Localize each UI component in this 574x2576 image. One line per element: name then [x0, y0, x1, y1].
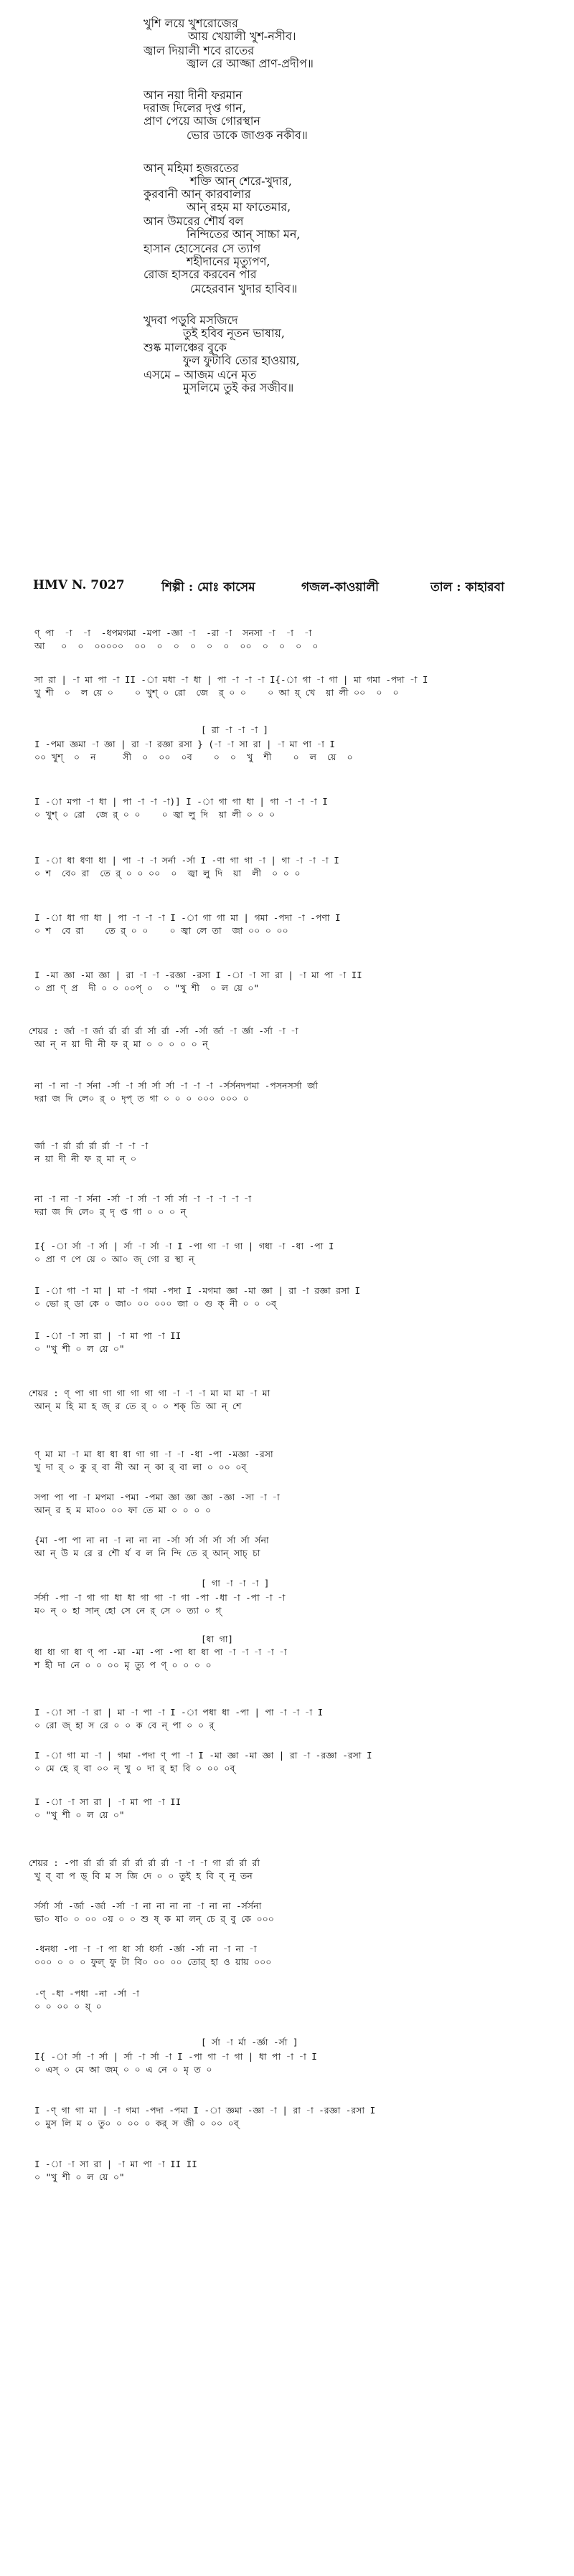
- notation-row: আ ন্ ন য়া দী নী ফ র্ মা ০ ০ ০ ০ ০ ন্: [34, 1038, 208, 1049]
- notation-row: I{ -া র্সা -া র্সা | র্সা -া র্সা -া I -পা গা -া গা | গধা -া -ধা -পা I: [34, 1241, 334, 1251]
- lyric-line: খুদবা পড়ুবি মসজিদে: [144, 313, 238, 327]
- notation-row: ০ "খু শী ০ ল য়ে ০": [34, 1809, 125, 1820]
- notation-row: ০ প্রা ণ্ প্র দী ০ ০ ০০প্ ০ ০ "খু শী ০ ল য়ে ০": [34, 982, 260, 993]
- notation-row: I -া -া সা রা | -া মা পা -া II: [34, 1796, 182, 1807]
- lyric-line: কুরবানী আন্ কারবালার: [144, 187, 251, 201]
- notation-row: খু ব্ বা প ড়্ বি ম স জি দে ০ ০ তুই হ বি ব্ নূ তন: [34, 1870, 253, 1881]
- notation-row: ০ রো জ্ হা স রে ০ ০ ক বে ন্ পা ০ ০ র্: [34, 1720, 215, 1730]
- lyric-line: ফুল ফুটাবি তোর হাওয়ায়,: [183, 354, 300, 367]
- notation-row: ০ এস্ ০ মে আ জম্ ০ ০ এ নে ০ মৃ ত ০: [34, 2064, 212, 2075]
- lyric-line: এসমে – আজম এনে মৃত: [144, 368, 257, 382]
- notation-row: না -া না -া র্সনা -র্সা -া র্সা -া র্সা র্সা -া -া -া -া -া: [34, 1193, 252, 1204]
- lyric-line: আন্ মহিমা হজরতের: [144, 161, 239, 175]
- tala-info: তাল : কাহারবা: [430, 580, 504, 595]
- notation-row: শ হী দা নে ০ ০ ০০ মৃ ত্যু প ণ্ ০ ০ ০ ০: [34, 1659, 212, 1670]
- lyric-line: শহীদানের মৃত্যুপণ,: [187, 255, 270, 268]
- notation-row: I{ -া র্সা -া র্সা | র্সা -া র্সা -া I -পা গা -া গা | ধা পা -া -া I: [34, 2051, 317, 2062]
- notation-row: ০ প্রা ণ পে য়ে ০ আ০ জ্ গো র স্থা ন্: [34, 1254, 194, 1264]
- lyric-line: আয় খেয়ালী খুশ-নসীব।: [188, 29, 296, 43]
- lyric-line: জ্বাল দিয়ালী শবে রাতের: [144, 44, 255, 57]
- song-genre: গজল-কাওয়ালী: [301, 580, 379, 595]
- notation-row: র্জা -া র্রা র্রা র্রা র্রা -া -া -া: [34, 1140, 149, 1151]
- notation-row: {মা -পা পা না না -া না না না -র্সা র্সা র্সা র্সা র্সা র্সা র্সনা: [34, 1535, 269, 1545]
- notation-row: [ রা -া -া -া ]: [201, 724, 269, 735]
- notation-row: -ণ্ -ধা -পধা -না -র্সা -া: [34, 1988, 139, 1999]
- notation-row: I -া ধা ধণা ধা | পা -া -া সর্না -র্সা I -ণা গা গা -া | গা -া -া -া I: [34, 855, 339, 866]
- notation-row: ০ শ বে রা তে র্ ০ ০ ০ জ্বা লে তা জা ০০ ০ ০০: [34, 925, 288, 936]
- record-number: HMV N. 7027: [33, 578, 125, 592]
- lyric-line: নিন্দিতের আন্ সাচ্চা মন,: [187, 227, 301, 241]
- notation-row: [ র্সা -া র্মা -র্জ্ঞা -র্সা ]: [201, 2037, 298, 2047]
- notation-row: আ ন্ উ ম রে র শৌ র্য ব ল নি ন্দি তে র্ আন্ সাচ্ চা: [34, 1548, 260, 1558]
- notation-row: ০ ভো র্ ডা কে ০ জা০ ০০ ০০০ জা ০ গু ক্ নী ০ ০ ০ব্: [34, 1298, 276, 1309]
- notation-row: I -া -া সা রা | -া মা পা -া II: [34, 1330, 182, 1341]
- lyric-line: ভোর ডাকে জাগুক নকীব॥: [187, 128, 308, 142]
- lyric-line: দরাজ দিলের দৃপ্ত গান,: [144, 101, 246, 115]
- notation-row: ০ মুস লি ম ০ তু০ ০ ০০ ০ কর্ স জী ০ ০০ ০ব্: [34, 2118, 239, 2128]
- notation-row: খু দা র্ ০ কু র্ বা নী আ ন্ কা র্ বা লা ০ ০০ ০ব্: [34, 1462, 247, 1472]
- notation-row: খু শী ০ ল য়ে ০ ০ খুশ্ ০ রো জে র্ ০ ০ ০ আ য়্ খে য়া লী ০০ ০ ০: [34, 687, 399, 698]
- notation-row: র্সর্সা -পা -া গা গা ধা ধা গা গা -া গা -পা -ধা -া -পা -া -া: [34, 1592, 286, 1603]
- notation-row: শেয়র : র্জা -া র্জা র্রা র্রা র্রা র্সা র্রা -র্সা -র্সা র্জা -া র্জ্ঞা -র্সা -া -া: [29, 1026, 298, 1036]
- lyric-line: শক্তি আন্ শেরে-খুদার,: [190, 174, 293, 188]
- notation-row: আ ০ ০ ০০০০০ ০০ ০ ০ ০ ০ ০ ০০ ০ ০ ০ ০: [34, 640, 319, 651]
- notation-row: [ গা -া -া -া ]: [201, 1578, 270, 1588]
- notation-row: I -া -া সা রা | -া মা পা -া II II: [34, 2159, 197, 2169]
- notation-row: ন য়া দী নী ফ র্ মা ন্ ০: [34, 1153, 136, 1164]
- lyric-line: জ্বাল রে আজ্জা প্রাণ-প্রদীপ॥: [187, 57, 314, 70]
- notation-row: আন্ র হ ম মা০০ ০০ ফা তে মা ০ ০ ০ ০: [34, 1505, 212, 1515]
- lyric-line: মুসলিমে তুই কর সজীব॥: [183, 381, 294, 394]
- notation-row: [ধা গা]: [201, 1634, 234, 1644]
- notation-row: সপা পা পা -া মপমা -পমা -পমা জ্ঞা জ্ঞা জ্ঞা -জ্ঞা -সা -া -া: [34, 1492, 280, 1502]
- lyric-line: আন উমরের শৌর্য বল: [144, 214, 244, 228]
- notation-row: I -া গা মা -া | গমা -পদা ণ্ পা -া I -মা জ্ঞা -মা জ্ঞা | রা -া -রজ্ঞা -রসা I: [34, 1750, 372, 1761]
- notation-row: I -া সা -া রা | মা -া পা -া I -া পধা ধা -পা | পা -া -া -া I: [34, 1707, 324, 1718]
- notation-row: ণ্ মা মা -া মা ধা ধা ধা গা গা -া -া -ধা -পা -মজ্ঞা -রসা: [34, 1449, 273, 1459]
- notation-row: I -া মপা -া ধা | পা -া -া -া)] I -া গা গা ধা | গা -া -া -া I: [34, 796, 328, 807]
- notation-row: ণ্ পা -া -া -ধপমগমা -মপা -জ্ঞা -া -রা -া সনসা -া -া -া: [34, 628, 312, 638]
- notation-row: দরা জ দি লে০ র্ দৃ প্ত গা ০ ০ ০ ন্: [34, 1206, 187, 1217]
- artist-credit: শিল্পী : মোঃ কাসেম: [161, 580, 255, 595]
- notation-row: I -া গা -া মা | মা -া গমা -পদা I -মগমা জ্ঞা -মা জ্ঞা | রা -া রজ্ঞা রসা I: [34, 1285, 360, 1296]
- notation-row: I -পমা জ্ঞমা -া জ্ঞা | রা -া রজ্ঞা রসা } (-া -া সা রা | -া মা পা -া I: [34, 739, 335, 749]
- notation-row: ০ মে হে র্ বা ০০ ন্ খু ০ দা র্ হা বি ০ ০০ ০ব্: [34, 1763, 235, 1774]
- notation-row: ০ "খু শী ০ ল য়ে ০": [34, 1343, 125, 1354]
- lyric-line: হাসান হোসেনের সে ত্যাগ: [144, 242, 261, 255]
- notation-row: আন্ ম হি মা হ জ্ র তে র্ ০ ০ শক্ তি আ ন্ শে: [34, 1401, 242, 1411]
- lyric-line: শুষ্ক মালঞ্চের বুকে: [144, 341, 227, 354]
- notation-row: ০ শ বে০ রা তে র্ ০ ০ ০০ ০ জ্বা লু দি য়া লী ০ ০ ০: [34, 868, 301, 879]
- lyric-line: খুশি লয়ে খুশরোজের: [144, 16, 238, 30]
- notation-row: ধা ধা গা ধা ণ্ পা -মা -মা -পা -পা ধা ধা পা -া -া -া -া -া: [34, 1647, 287, 1657]
- notation-row: I -মা জ্ঞা -মা জ্ঞা | রা -া -া -রজ্ঞা -রসা I -া -া সা রা | -া মা পা -া II: [34, 970, 362, 980]
- lyric-line: প্রাণ পেয়ে আজ গোরস্থান: [144, 114, 260, 128]
- lyric-line: রোজ হাসরে করবেন পার: [144, 267, 257, 281]
- notation-row: ম০ ন্ ০ হা সান্ হো সে নে র্ সে ০ ত্যা ০ গ্: [34, 1605, 222, 1616]
- notation-row: দরা জ দি লে০ র্ ০ দৃপ্ ত গা ০ ০ ০ ০০০ ০০০ ০: [34, 1093, 249, 1104]
- notation-row: ০ খুশ্ ০ রো জে র্ ০ ০ ০ জ্বা লু দি য়া লী ০ ০ ০: [34, 809, 276, 820]
- notation-row: ভা০ ষা০ ০ ০০ ০য় ০ ০ শু ষ্ ক মা লন্ চে র্ বু কে ০০০: [34, 1913, 274, 1924]
- notation-row: ০০ খুশ্ ০ ন সী ০ ০০ ০ব ০ ০ খু শী ০ ল য়ে ০: [34, 752, 353, 762]
- lyric-line: তুই হবিব নূতন ভাষায়,: [183, 326, 286, 340]
- notation-row: সা রা | -া মা পা -া II -া মধা -া ধা | পা -া -া -া I{-া গা -া গা | মা গমা -পদা -া I: [34, 674, 428, 685]
- lyric-line: আন্ রহম মা ফাতেমার,: [187, 200, 291, 214]
- notation-row: শেয়র : -পা র্রা র্রা র্রা র্রা র্রা র্রা র্রা -া -া -া গা র্রা র্রা র্রা: [29, 1857, 260, 1868]
- notation-row: ০০০ ০ ০ ০ ফুল্ ফু টা বি০ ০০ ০০ তোর্ হা ও য়ায় ০০০: [34, 1956, 272, 1967]
- notation-row: I -া ধা গা ধা | পা -া -া -া I -া গা গা মা | গমা -পদা -া -পণা I: [34, 912, 341, 923]
- notation-row: র্সর্সা র্সা -র্জা -র্জা -র্সা -া না না না না -া না না -র্সর্সনা: [34, 1900, 262, 1911]
- lyric-line: মেহেরবান খুদার হাবিব॥: [190, 282, 298, 295]
- notation-row: ০ "খু শী ০ ল য়ে ০": [34, 2172, 125, 2182]
- lyric-line: আন নয়া দীনী ফরমান: [144, 88, 243, 102]
- notation-row: শেয়র : ণ্ পা গা গা গা গা গা গা -া -া -া মা মা মা -া মা: [29, 1388, 270, 1398]
- notation-row: -ধনধা -পা -া -া পা ধা র্সা ধর্সা -র্জ্ঞা -র্সা না -া না -া: [34, 1943, 257, 1954]
- notation-row: I -ণ্ গা গা মা | -া গমা -পদা -পমা I -া জ্ঞমা -জ্ঞা -া | রা -া -রজ্ঞা -রসা I: [34, 2105, 376, 2116]
- notation-row: ০ ০ ০০ ০ য়্ ০: [34, 2001, 102, 2012]
- notation-row: না -া না -া র্সনা -র্সা -া র্সা র্সা র্সা -া -া -া -র্সর্সনদপমা -পসনসর্সা র্জা: [34, 1080, 318, 1091]
